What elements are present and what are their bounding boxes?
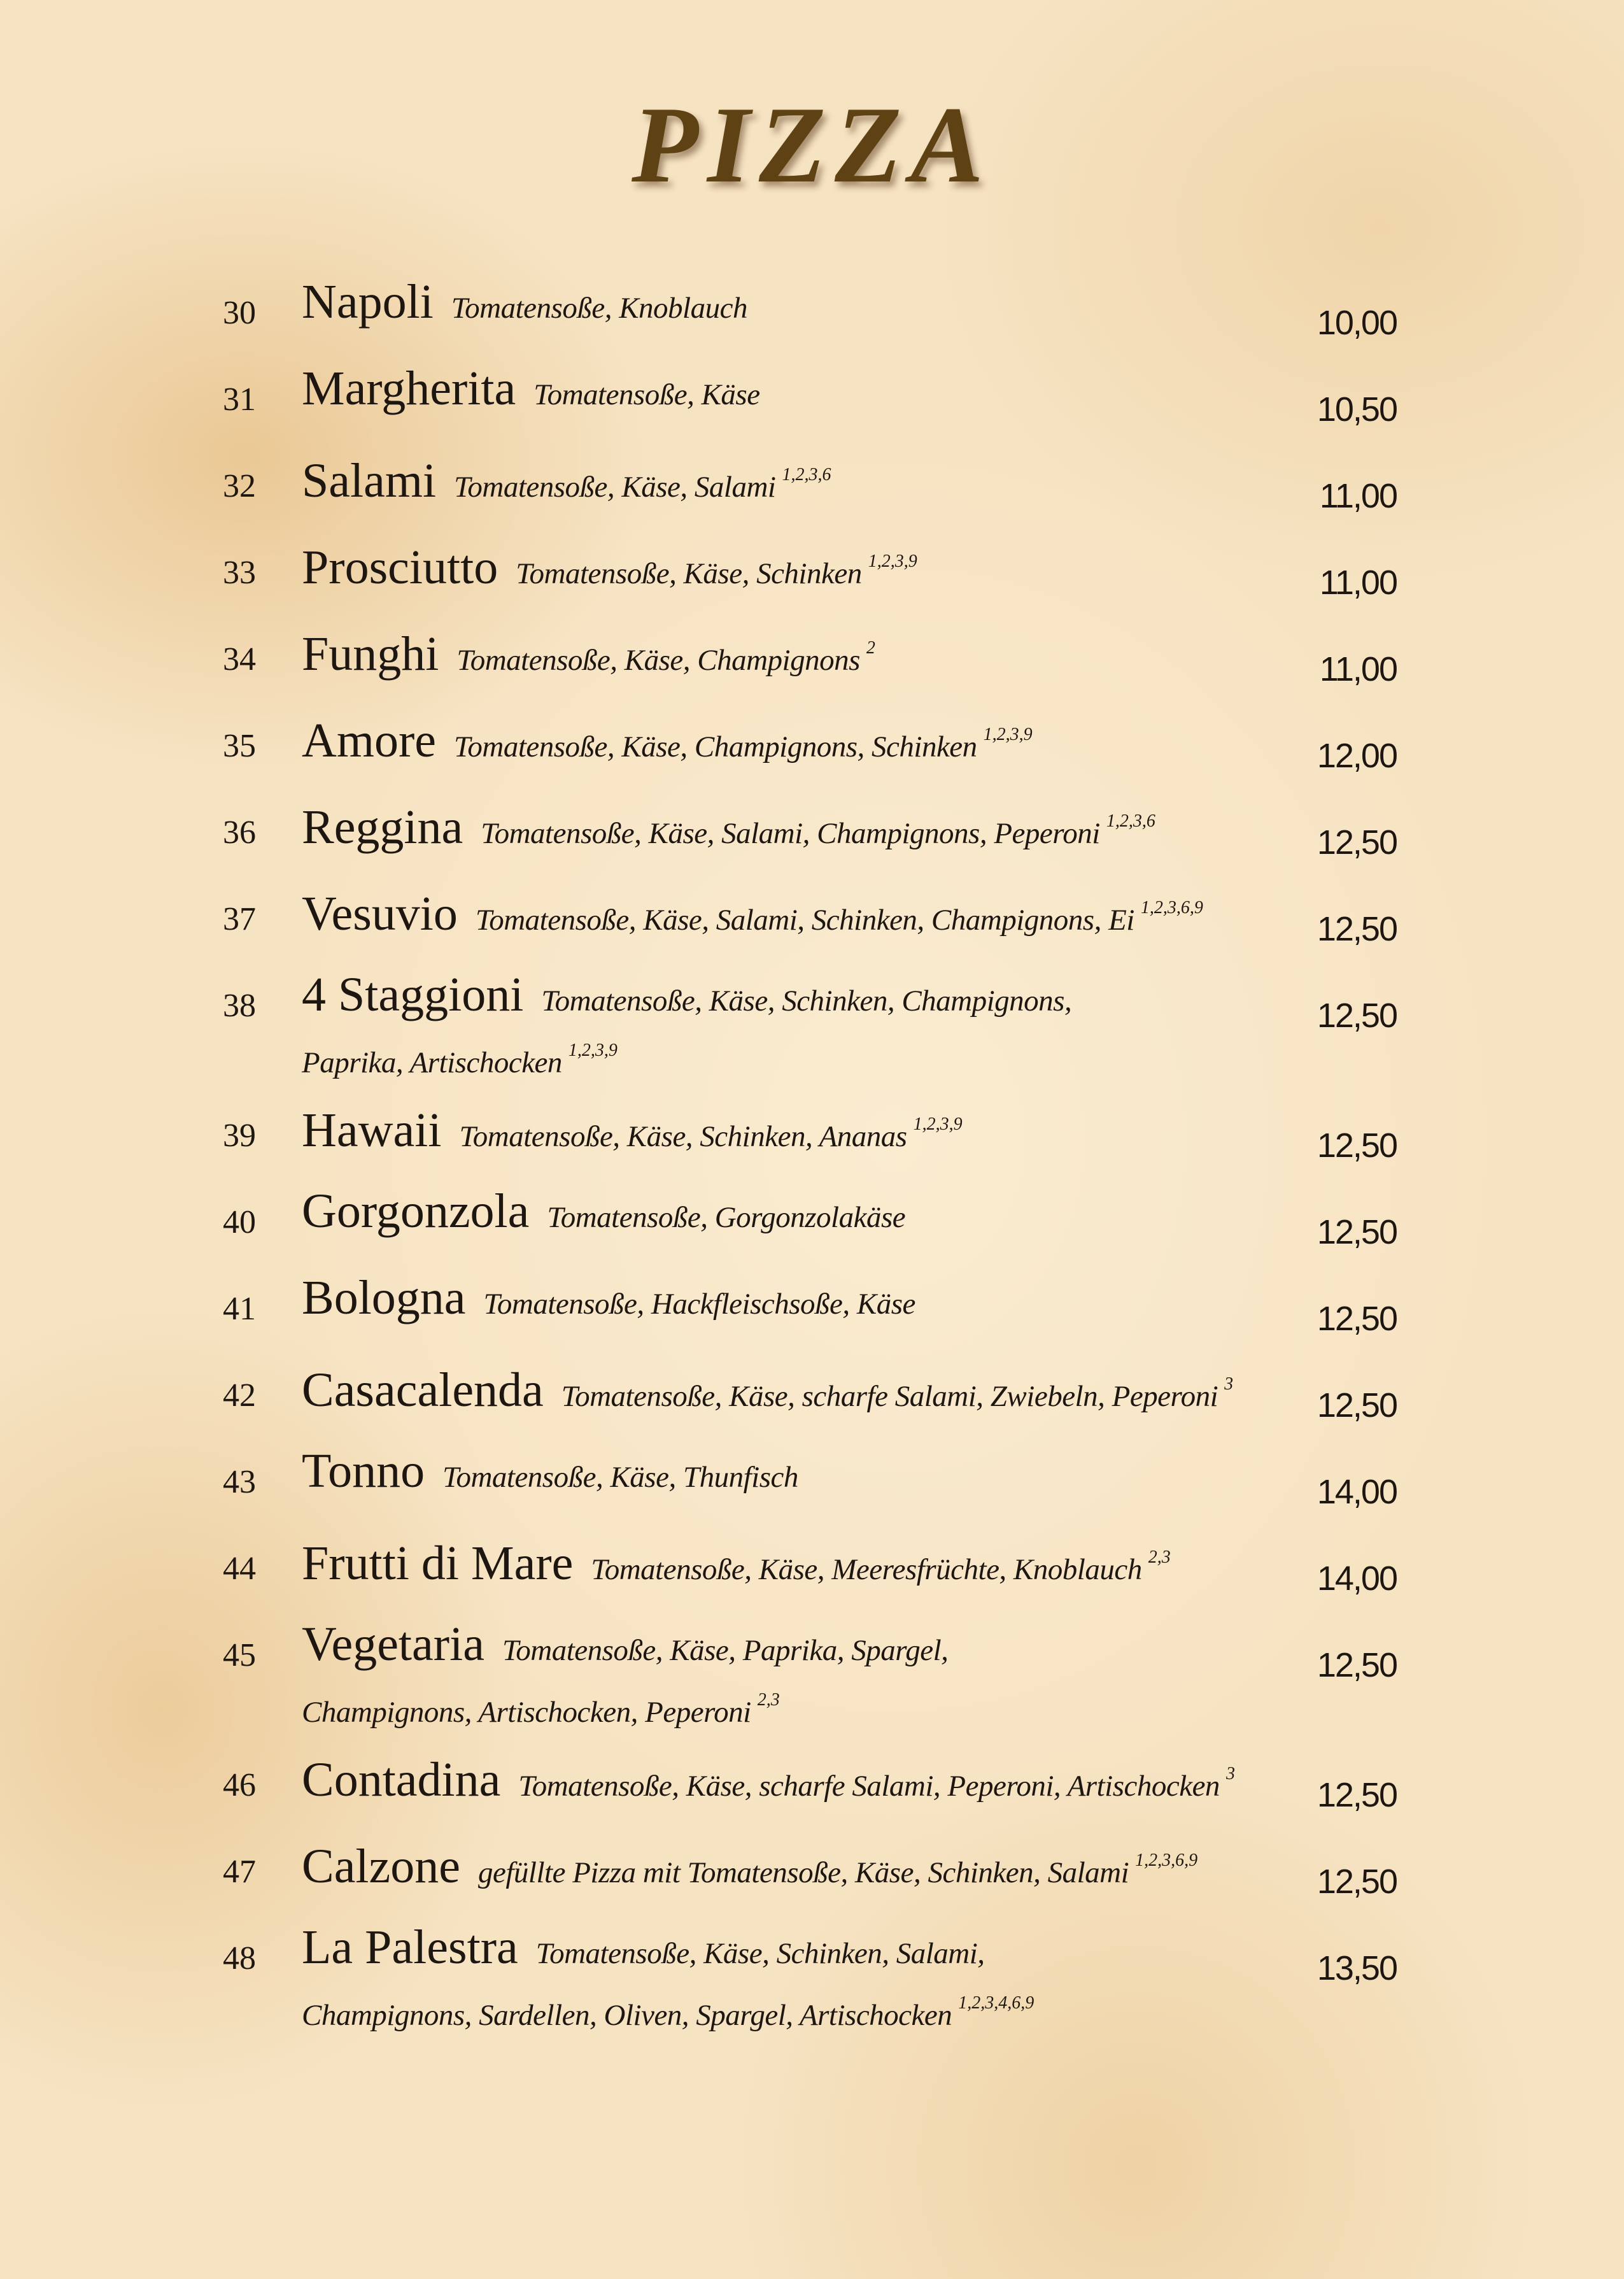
item-body xyxy=(302,1363,1269,1424)
item-number: 37 xyxy=(223,901,256,937)
item-price: 12,50 xyxy=(1317,1646,1397,1684)
menu-item xyxy=(0,275,1624,367)
item-body xyxy=(302,362,1269,423)
item-description: Tomatensoße, Käse, Salami, Schinken, Champignons, Ei xyxy=(475,904,1134,937)
item-price: 12,50 xyxy=(1317,1776,1397,1814)
menu-item xyxy=(0,1363,1624,1449)
item-name: Prosciutto xyxy=(302,541,498,594)
item-price: 12,50 xyxy=(1317,1300,1397,1338)
item-description: Tomatensoße, Gorgonzolakäse xyxy=(547,1201,906,1234)
item-description-continued: Champignons, Sardellen, Oliven, Spargel, Artischocken xyxy=(302,1999,952,2032)
item-number: 38 xyxy=(223,988,256,1024)
menu-item xyxy=(0,1920,1624,2055)
item-price: 12,50 xyxy=(1317,1386,1397,1424)
item-description: Tomatensoße, Käse, Meeresfrüchte, Knoblauch xyxy=(591,1553,1142,1586)
item-price: 12,50 xyxy=(1317,1213,1397,1251)
item-name: Vesuvio xyxy=(302,887,458,941)
item-name: Amore xyxy=(302,714,437,767)
allergen-footnotes: 2 xyxy=(866,638,875,658)
item-body xyxy=(302,1184,1269,1246)
item-price: 11,00 xyxy=(1319,564,1397,602)
item-price: 12,50 xyxy=(1317,823,1397,862)
item-price: 10,50 xyxy=(1317,390,1397,429)
item-body xyxy=(302,1920,1269,2043)
allergen-footnotes: 1,2,3,6 xyxy=(782,465,831,485)
item-body xyxy=(302,1444,1269,1505)
item-name: Casacalenda xyxy=(302,1363,544,1417)
item-body xyxy=(302,453,1269,515)
item-number: 42 xyxy=(223,1377,256,1414)
item-number: 34 xyxy=(223,641,256,678)
menu-item xyxy=(0,1444,1624,1536)
item-name: Salami xyxy=(302,454,437,508)
item-number: 36 xyxy=(223,814,256,851)
item-body xyxy=(302,1617,1269,1740)
item-number: 30 xyxy=(223,295,256,331)
menu-item xyxy=(0,540,1624,627)
menu-item xyxy=(0,1184,1624,1276)
menu-item xyxy=(0,1271,1624,1363)
menu-item xyxy=(0,968,1624,1103)
item-name: Reggina xyxy=(302,800,463,854)
item-price: 12,00 xyxy=(1317,737,1397,775)
item-name: Bologna xyxy=(302,1271,466,1324)
allergen-footnotes: 1,2,3,9 xyxy=(868,551,917,571)
menu-item xyxy=(0,713,1624,800)
item-number: 32 xyxy=(223,468,256,504)
item-description: Tomatensoße, Käse, Schinken, Ananas xyxy=(459,1120,907,1153)
item-price: 12,50 xyxy=(1317,1863,1397,1901)
allergen-footnotes: 3 xyxy=(1225,1764,1235,1784)
item-description: Tomatensoße, Hackfleischsoße, Käse xyxy=(483,1288,915,1321)
item-price: 12,50 xyxy=(1317,997,1397,1035)
item-body xyxy=(302,1271,1269,1332)
item-body xyxy=(302,886,1269,948)
item-number: 39 xyxy=(223,1118,256,1154)
allergen-footnotes: 1,2,3,9 xyxy=(983,725,1033,744)
item-description: Tomatensoße, Käse, Salami, Champignons, Peperoni xyxy=(481,817,1100,850)
allergen-footnotes: 1,2,3,6 xyxy=(1106,811,1155,831)
item-name: Gorgonzola xyxy=(302,1184,530,1238)
item-body xyxy=(302,800,1269,862)
item-number: 31 xyxy=(223,381,256,418)
menu-item xyxy=(0,1617,1624,1752)
item-description: gefüllte Pizza mit Tomatensoße, Käse, Schinken, Salami xyxy=(478,1856,1129,1889)
item-number: 45 xyxy=(223,1637,256,1673)
item-name: Contadina xyxy=(302,1753,501,1807)
menu-item xyxy=(0,362,1624,453)
item-number: 44 xyxy=(223,1551,256,1587)
item-name: Funghi xyxy=(302,627,439,681)
item-body xyxy=(302,1103,1269,1165)
item-description: Tomatensoße, Käse xyxy=(533,378,760,411)
item-name: Hawaii xyxy=(302,1104,442,1157)
item-number: 41 xyxy=(223,1291,256,1327)
item-price: 11,00 xyxy=(1319,477,1397,515)
item-description: Tomatensoße, Käse, scharfe Salami, Peperoni, Artischocken xyxy=(518,1770,1220,1803)
item-number: 40 xyxy=(223,1204,256,1240)
item-number: 47 xyxy=(223,1854,256,1890)
item-description: Tomatensoße, Käse, Champignons xyxy=(456,644,860,677)
item-description: Tomatensoße, Käse, scharfe Salami, Zwiebeln, Peperoni xyxy=(561,1380,1218,1413)
allergen-footnotes: 1,2,3,6,9 xyxy=(1135,1850,1198,1870)
item-body xyxy=(302,540,1269,602)
item-description: Tomatensoße, Käse, Thunfisch xyxy=(442,1461,798,1494)
item-body xyxy=(302,968,1269,1091)
allergen-footnotes: 3 xyxy=(1224,1374,1234,1394)
menu-title: PIZZA xyxy=(632,85,992,206)
item-price: 14,00 xyxy=(1317,1473,1397,1511)
item-number: 48 xyxy=(223,1940,256,1977)
menu-item xyxy=(0,627,1624,713)
menu-item xyxy=(0,453,1624,540)
item-name: La Palestra xyxy=(302,1920,518,1974)
menu-item xyxy=(0,1839,1624,1926)
allergen-footnotes: 2,3 xyxy=(757,1690,780,1710)
item-description: Tomatensoße, Käse, Salami xyxy=(454,471,776,504)
item-name: Napoli xyxy=(302,275,434,329)
item-name: Calzone xyxy=(302,1840,461,1893)
item-name: Vegetaria xyxy=(302,1617,484,1671)
item-number: 33 xyxy=(223,555,256,591)
item-description: Tomatensoße, Knoblauch xyxy=(451,292,747,325)
allergen-footnotes: 1,2,3,9 xyxy=(913,1114,963,1134)
item-body xyxy=(302,627,1269,688)
pizza-menu-list xyxy=(0,275,1624,2055)
item-description-continued: Champignons, Artischocken, Peperoni xyxy=(302,1696,751,1729)
item-number: 46 xyxy=(223,1767,256,1803)
item-body xyxy=(302,713,1269,775)
item-price: 11,00 xyxy=(1319,650,1397,688)
item-description: Tomatensoße, Käse, Schinken xyxy=(516,557,862,590)
item-price: 14,00 xyxy=(1317,1559,1397,1598)
allergen-footnotes: 2,3 xyxy=(1148,1547,1171,1567)
item-price: 12,50 xyxy=(1317,1126,1397,1165)
menu-item xyxy=(0,1536,1624,1622)
menu-item xyxy=(0,886,1624,973)
item-name: Tonno xyxy=(302,1444,425,1498)
item-description: Tomatensoße, Käse, Champignons, Schinken xyxy=(454,730,977,763)
item-price: 12,50 xyxy=(1317,910,1397,948)
allergen-footnotes: 1,2,3,9 xyxy=(568,1040,618,1060)
menu-item xyxy=(0,1103,1624,1189)
item-description: Tomatensoße, Käse, Schinken, Champignons, xyxy=(541,984,1072,1018)
item-number: 35 xyxy=(223,728,256,764)
item-description: Tomatensoße, Käse, Schinken, Salami, xyxy=(535,1937,985,1970)
allergen-footnotes: 1,2,3,6,9 xyxy=(1140,898,1203,918)
item-price: 13,50 xyxy=(1317,1949,1397,1987)
item-body xyxy=(302,275,1269,336)
item-name: Margherita xyxy=(302,362,516,415)
allergen-footnotes: 1,2,3,4,6,9 xyxy=(958,1993,1034,2013)
menu-item xyxy=(0,800,1624,886)
item-description-continued: Paprika, Artischocken xyxy=(302,1046,562,1079)
item-body xyxy=(302,1839,1269,1901)
item-name: Frutti di Mare xyxy=(302,1537,574,1590)
item-price: 10,00 xyxy=(1317,304,1397,342)
item-description: Tomatensoße, Käse, Paprika, Spargel, xyxy=(502,1634,949,1667)
item-body xyxy=(302,1536,1269,1598)
item-name: 4 Staggioni xyxy=(302,968,524,1021)
item-number: 43 xyxy=(223,1464,256,1500)
menu-item xyxy=(0,1752,1624,1839)
item-body xyxy=(302,1752,1269,1814)
